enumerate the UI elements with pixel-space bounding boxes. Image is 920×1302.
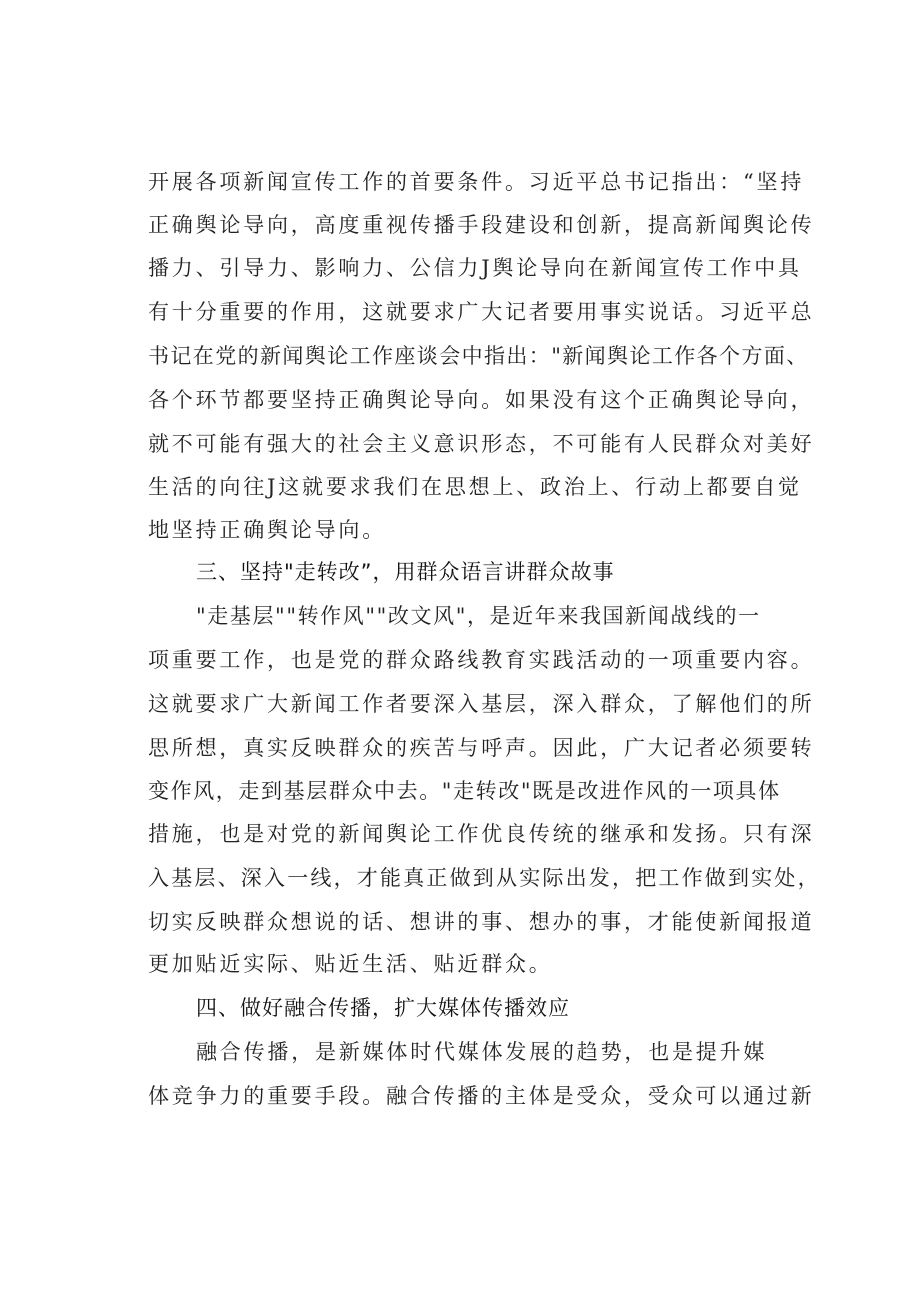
paragraph-line: 融合传播，是新媒体时代媒体发展的趋势，也是提升媒 — [196, 1040, 768, 1064]
paragraph-line: 正确舆论导向，高度重视传播手段建设和创新，提高新闻舆论传 — [148, 213, 815, 237]
paragraph-line: 体竞争力的重要手段。融合传播的主体是受众，受众可以通过新 — [148, 1084, 815, 1108]
paragraph-line: 开展各项新闻宣传工作的首要条件。习近平总书记指出：“坚持 — [148, 170, 805, 194]
paragraph-line: 各个环节都要坚持正确舆论导向。如果没有这个正确舆论导向， — [148, 388, 815, 412]
paragraph-line: 变作风，走到基层群众中去。"走转改"既是改进作风的一项具体 — [148, 779, 781, 803]
paragraph-line: 地坚持正确舆论导向。 — [148, 518, 386, 542]
paragraph-line: 生活的向往J这就要求我们在思想上、政治上、行动上都要自觉 — [148, 475, 802, 499]
paragraph-line: 更加贴近实际、贴近生活、贴近群众。 — [148, 952, 553, 976]
paragraph-line: 切实反映群众想说的话、想讲的事、想办的事，才能使新闻报道 — [148, 910, 815, 934]
paragraph-line: 这就要求广大新闻工作者要深入基层，深入群众，了解他们的所 — [148, 692, 815, 716]
paragraph-line: 有十分重要的作用，这就要求广大记者要用事实说话。习近平总 — [148, 300, 815, 324]
section-3-heading: 三、坚持"走转改”，用群众语言讲群众故事 — [196, 560, 615, 584]
paragraph-line: "走基层""转作风""改文风"，是近年来我国新闻战线的一 — [196, 604, 761, 628]
section-4-heading: 四、做好融合传播，扩大媒体传播效应 — [196, 996, 570, 1020]
paragraph-line: 就不可能有强大的社会主义意识形态，不可能有人民群众对美好 — [148, 432, 815, 456]
paragraph-line: 入基层、深入一线，才能真正做到从实际出发，把工作做到实处， — [148, 866, 821, 890]
paragraph-line: 思所想，真实反映群众的疾苦与呼声。因此，广大记者必须要转 — [148, 736, 815, 760]
paragraph-line: 措施，也是对党的新闻舆论工作优良传统的继承和发扬。只有深 — [148, 822, 815, 846]
paragraph-line: 播力、引导力、影响力、公信力J舆论导向在新闻宣传工作中具 — [148, 256, 802, 280]
paragraph-line: 项重要工作，也是党的群众路线教育实践活动的一项重要内容。 — [148, 648, 815, 672]
paragraph-line: 书记在党的新闻舆论工作座谈会中指出："新闻舆论工作各个方面、 — [148, 344, 809, 368]
